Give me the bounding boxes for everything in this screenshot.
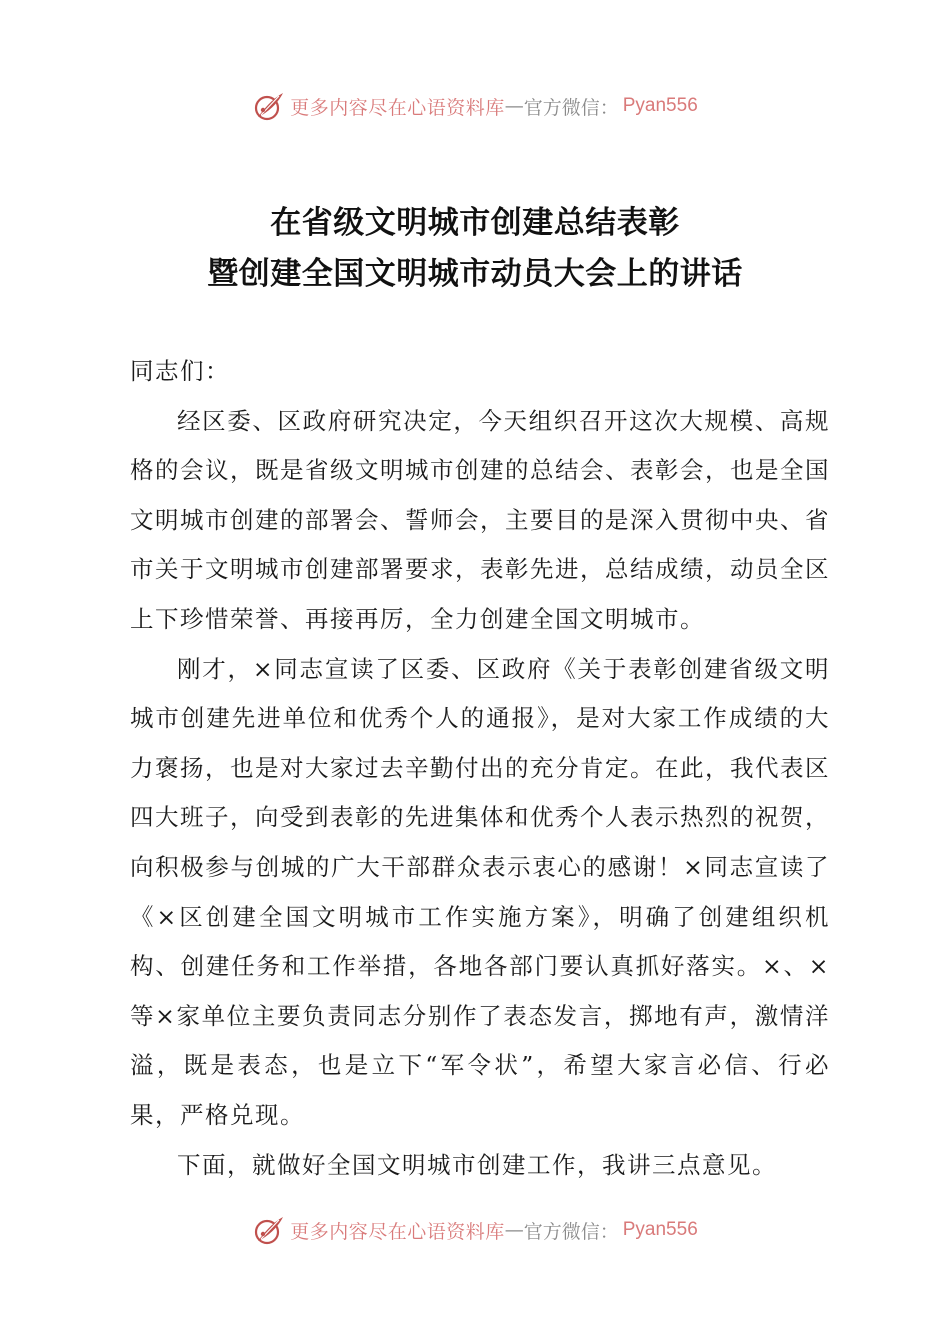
body-paragraph: 下面，就做好全国文明城市创建工作，我讲三点意见。: [177, 1150, 777, 1179]
footer-watermark: [0, 1208, 950, 1252]
body-paragraph: 经区委、区政府研究决定，今天组织召开这次大规模、高规格的会议，既是省级文明城市创建的总结会、表彰会，也是全国文明城市创建的部署会、誓师会，主要目的是深入贯彻中央、省市关于文明城市创建部署要求，表彰先进，总结成绩，动员全区上下珍惜荣誉、再接再厉，全力创建全国文明城市。: [130, 406, 830, 633]
header-watermark: [0, 84, 950, 128]
salutation: 同志们：: [130, 357, 230, 385]
watermark-wechat-id: Pyan556: [622, 1219, 698, 1240]
document-title-line-2: 暨创建全国文明城市动员大会上的讲话: [207, 256, 743, 292]
watermark-wechat-id: Pyan556: [622, 95, 698, 116]
watermark-separator: —: [504, 1219, 524, 1241]
quill-logo-icon: [252, 89, 286, 123]
watermark-wechat-label: 官方微信：: [523, 96, 619, 119]
watermark-separator: —: [504, 95, 524, 117]
document-title-line-1: 在省级文明城市创建总结表彰: [270, 205, 680, 241]
watermark-site-text: 更多内容尽在心语资料库: [290, 96, 505, 119]
quill-logo-icon: [252, 1213, 286, 1247]
watermark-wechat-label: 官方微信：: [523, 1220, 619, 1243]
document-body: [130, 347, 830, 1190]
body-paragraph: 刚才，×同志宣读了区委、区政府《关于表彰创建省级文明城市创建先进单位和优秀个人的通报》，是对大家工作成绩的大力褒扬，也是对大家过去辛勤付出的充分肯定。在此，我代表区四大班子，向受到表彰的先进集体和优秀个人表示热烈的祝贺，向积极参与创城的广大干部群众表示衷心的感谢！×同志宣读了《×区创建全国文明城市工作实施方案》，明确了创建组织机构、创建任务和工作举措，各地各部门要认真抓好落实。×、×等×家单位主要负责同志分别作了表态发言，掷地有声，激情洋溢，既是表态，也是立下“军令状”，希望大家言必信、行必果，严格兑现。: [130, 654, 830, 1129]
watermark-site-text: 更多内容尽在心语资料库: [290, 1220, 505, 1243]
